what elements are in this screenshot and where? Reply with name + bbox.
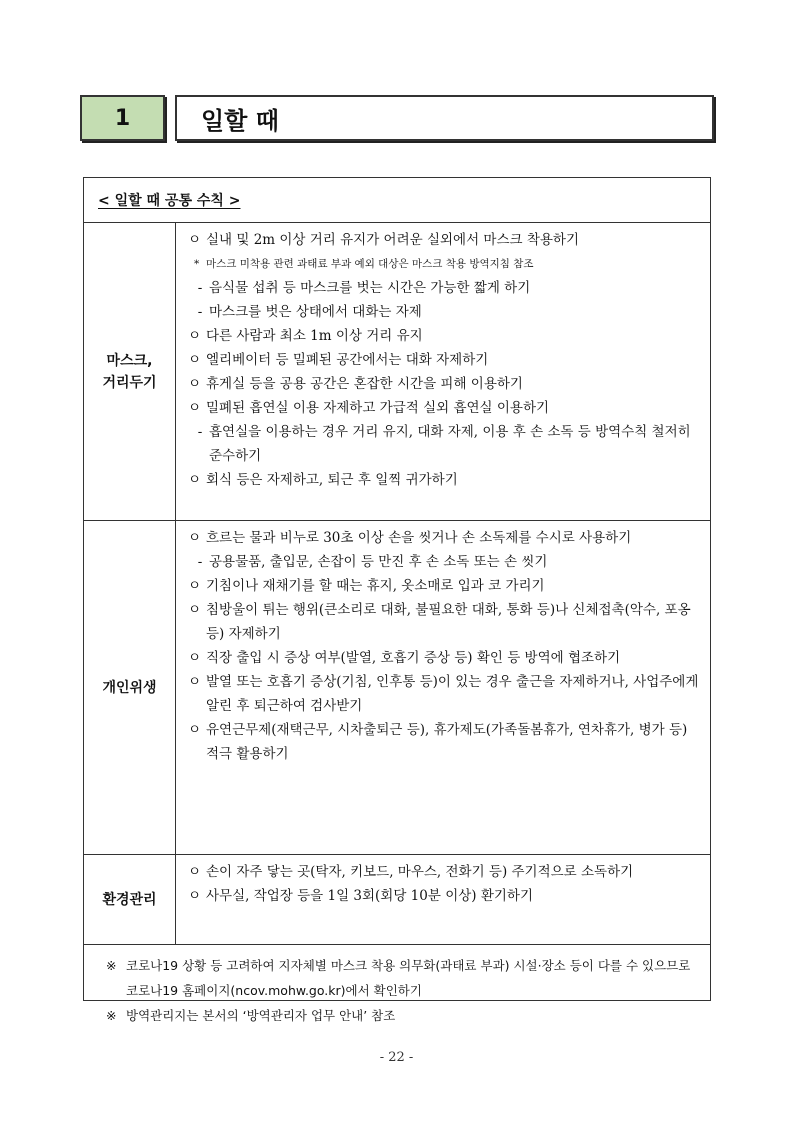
rule-subitem bbox=[188, 276, 700, 300]
section-category: 환경관리 bbox=[84, 855, 176, 944]
bullet-marker: - bbox=[197, 280, 203, 296]
bullet-marker: ㅇ bbox=[188, 722, 202, 738]
rule-subitem bbox=[188, 550, 700, 574]
rule-text: 실내 및 2m 이상 거리 유지가 어려운 실외에서 마스크 착용하기 bbox=[206, 232, 579, 248]
rule-text: 엘리베이터 등 밀폐된 공간에서는 대화 자제하기 bbox=[206, 352, 489, 368]
section-category: 마스크, 거리두기 bbox=[84, 223, 176, 520]
bullet-marker: - bbox=[197, 424, 203, 440]
section-row bbox=[84, 855, 710, 945]
footer-notes bbox=[84, 945, 710, 1028]
footer-note bbox=[106, 1003, 700, 1028]
rule-text: 휴게실 등을 공용 공간은 혼잡한 시간을 피해 이용하기 bbox=[206, 376, 523, 392]
page-number: - 22 - bbox=[379, 1050, 414, 1065]
rule-item bbox=[188, 860, 700, 884]
reference-mark: ※ bbox=[106, 958, 117, 973]
card-heading bbox=[84, 178, 710, 223]
rule-text: 침방울이 튀는 행위(큰소리로 대화, 불필요한 대화, 통화 등)나 신체접촉(악수, 포옹 등) 자제하기 bbox=[206, 602, 691, 642]
rule-text: 음식물 섭취 등 마스크를 벗는 시간은 가능한 짧게 하기 bbox=[209, 280, 531, 296]
section-items bbox=[176, 521, 710, 854]
rule-item bbox=[188, 396, 700, 420]
rule-item bbox=[188, 884, 700, 908]
reference-mark: ※ bbox=[106, 1008, 117, 1023]
rule-text: 직장 출입 시 증상 여부(발열, 호흡기 증상 등) 확인 등 방역에 협조하기 bbox=[206, 650, 621, 666]
rule-subitem bbox=[188, 300, 700, 324]
section-row bbox=[84, 521, 710, 855]
rules-card bbox=[83, 177, 711, 1023]
rule-item bbox=[188, 348, 700, 372]
footer-note bbox=[106, 953, 700, 1003]
rule-subitem bbox=[188, 420, 700, 468]
section-row bbox=[84, 223, 710, 521]
rule-text: 흡연실을 이용하는 경우 거리 유지, 대화 자제, 이용 후 손 소독 등 방역수칙 철저히 준수하기 bbox=[209, 424, 691, 464]
rules-sections bbox=[84, 223, 710, 945]
bullet-marker: ㅇ bbox=[188, 376, 202, 392]
rule-text: 유연근무제(재택근무, 시차출퇴근 등), 휴가제도(가족돌봄휴가, 연차휴가, 병가 등) 적극 활용하기 bbox=[206, 722, 688, 762]
bullet-marker: - bbox=[197, 304, 203, 320]
rule-text: 흐르는 물과 비누로 30초 이상 손을 씻거나 손 소독제를 수시로 사용하기 bbox=[206, 530, 632, 546]
bullet-marker: * bbox=[194, 258, 200, 270]
section-number: 1 bbox=[80, 95, 165, 141]
section-title: 일할 때 bbox=[175, 95, 714, 141]
bullet-marker: - bbox=[197, 554, 203, 570]
rule-item bbox=[188, 324, 700, 348]
bullet-marker: ㅇ bbox=[188, 578, 202, 594]
bullet-marker: ㅇ bbox=[188, 352, 202, 368]
bullet-marker: ㅇ bbox=[188, 472, 202, 488]
bullet-marker: ㅇ bbox=[188, 888, 202, 904]
rule-text: 회식 등은 자제하고, 퇴근 후 일찍 귀가하기 bbox=[206, 472, 458, 488]
rule-item bbox=[188, 468, 700, 492]
bullet-marker: ㅇ bbox=[188, 602, 202, 618]
rule-text: 손이 자주 닿는 곳(탁자, 키보드, 마우스, 전화기 등) 주기적으로 소독하기 bbox=[206, 864, 634, 880]
rule-text: 사무실, 작업장 등을 1일 3회(회당 10분 이상) 환기하기 bbox=[206, 888, 533, 904]
rule-text: 발열 또는 호흡기 증상(기침, 인후통 등)이 있는 경우 출근을 자제하거나, 사업주에게 알린 후 퇴근하여 검사받기 bbox=[206, 674, 699, 714]
footer-note-text: 방역관리지는 본서의 ‘방역관리자 업무 안내’ 참조 bbox=[126, 1008, 396, 1023]
rule-text: 기침이나 재채기를 할 때는 휴지, 옷소매로 입과 코 가리기 bbox=[206, 578, 545, 594]
rule-text: 마스크 미착용 관련 과태료 부과 예외 대상은 마스크 착용 방역지침 참조 bbox=[206, 258, 534, 270]
section-category: 개인위생 bbox=[84, 521, 176, 854]
bullet-marker: ㅇ bbox=[188, 232, 202, 248]
section-header bbox=[80, 95, 714, 141]
rule-text: 마스크를 벗은 상태에서 대화는 자제 bbox=[209, 304, 422, 320]
bullet-marker: ㅇ bbox=[188, 650, 202, 666]
rule-item bbox=[188, 372, 700, 396]
rule-item bbox=[188, 574, 700, 598]
footer-note-text: 코로나19 상황 등 고려하여 지자체별 마스크 착용 의무화(과태료 부과) 시설·장소 등이 다를 수 있으므로 코로나19 홈페이지(ncov.mohw.go.kr)에서 확인하기 bbox=[126, 958, 691, 998]
rule-item bbox=[188, 228, 700, 252]
rule-item bbox=[188, 526, 700, 550]
rule-text: 공용물품, 출입문, 손잡이 등 만진 후 손 소독 또는 손 씻기 bbox=[209, 554, 548, 570]
rule-item bbox=[188, 646, 700, 670]
rule-item bbox=[188, 670, 700, 718]
rule-item bbox=[188, 598, 700, 646]
section-items bbox=[176, 223, 710, 520]
bullet-marker: ㅇ bbox=[188, 864, 202, 880]
rule-text: 밀폐된 흡연실 이용 자제하고 가급적 실외 흡연실 이용하기 bbox=[206, 400, 550, 416]
card-heading-text: < 일할 때 공통 수칙 > bbox=[98, 193, 241, 209]
bullet-marker: ㅇ bbox=[188, 530, 202, 546]
bullet-marker: ㅇ bbox=[188, 400, 202, 416]
section-items bbox=[176, 855, 710, 944]
rule-item bbox=[188, 718, 700, 766]
bullet-marker: ㅇ bbox=[188, 328, 202, 344]
rule-note bbox=[188, 252, 700, 276]
bullet-marker: ㅇ bbox=[188, 674, 202, 690]
rule-text: 다른 사람과 최소 1m 이상 거리 유지 bbox=[206, 328, 423, 344]
